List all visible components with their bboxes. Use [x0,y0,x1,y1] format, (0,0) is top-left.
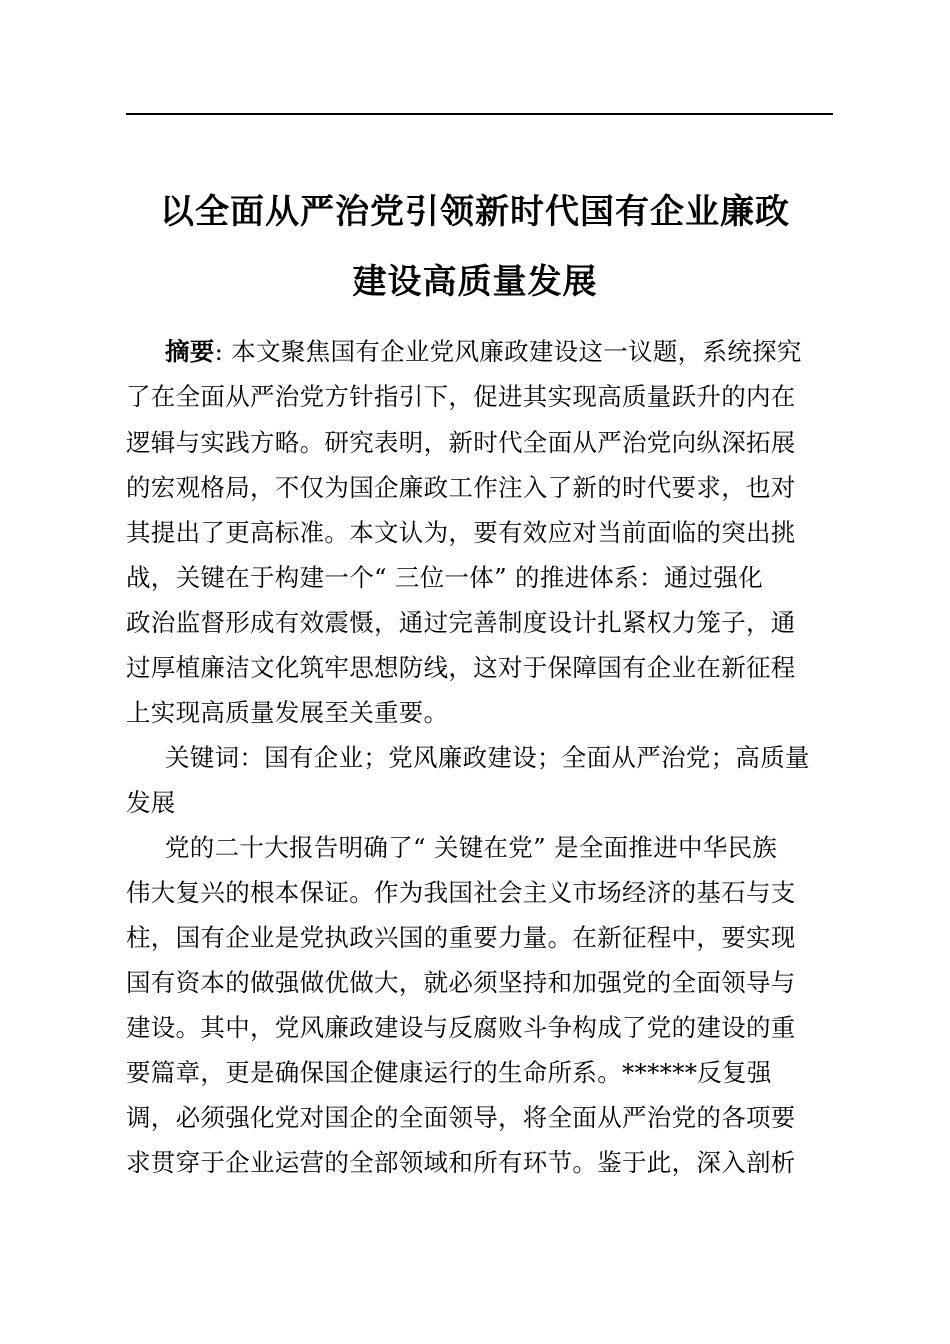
abstract-line: 其提出了更高标准。本文认为，要有效应对当前面临的突出挑 [126,518,796,547]
abstract-colon: : [214,337,224,366]
abstract-line: 的宏观格局，不仅为国企廉政工作注入了新的时代要求，也对 [126,473,796,502]
body-line: 要篇章，更是确保国企健康运行的生命所系。******反复强 [126,1058,772,1087]
abstract-line: 了在全面从严治党方针指引下，促进其实现高质量跃升的内在 [126,382,796,411]
abstract-label: 摘要 [165,337,215,366]
body-line: 建设。其中，党风廉政建设与反腐败斗争构成了党的建设的重 [126,1013,796,1042]
body-line: 柱，国有企业是党执政兴国的重要力量。在新征程中，要实现 [126,923,796,952]
body-line: 伟大复兴的根本保证。作为我国社会主义市场经济的基石与支 [126,878,796,907]
abstract-text: 本文聚焦国有企业党风廉政建设这一议题，系统探究 [231,337,802,366]
abstract-line: 政治监督形成有效震慑，通过完善制度设计扎紧权力笼子，通 [126,608,796,637]
body-line: 国有资本的做强做优做大，就必须坚持和加强党的全面领导与 [126,968,796,997]
keywords-line: 发展 [126,788,176,817]
abstract-first-line [165,337,875,367]
header-rule [126,113,833,115]
abstract-line: 战，关键在于构建一个“ 三位一体” 的推进体系：通过强化 [126,563,764,592]
abstract-line: 逻辑与实践方略。研究表明，新时代全面从严治党向纵深拓展 [126,428,796,457]
body-line: 党的二十大报告明确了“ 关键在党” 是全面推进中华民族 [165,833,778,862]
document-title-line-1: 以全面从严治党引领新时代国有企业廉政 [160,192,790,232]
keywords-line: 关键词：国有企业；党风廉政建设；全面从严治党；高质量 [165,743,810,772]
body-line: 调，必须强化党对国企的全面领导，将全面从严治党的各项要 [126,1103,796,1132]
abstract-line: 过厚植廉洁文化筑牢思想防线，这对于保障国有企业在新征程 [126,653,796,682]
document-title-line-2: 建设高质量发展 [352,262,598,302]
abstract-line: 上实现高质量发展至关重要。 [126,698,449,727]
body-line: 求贯穿于企业运营的全部领域和所有环节。鉴于此，深入剖析 [126,1148,796,1177]
